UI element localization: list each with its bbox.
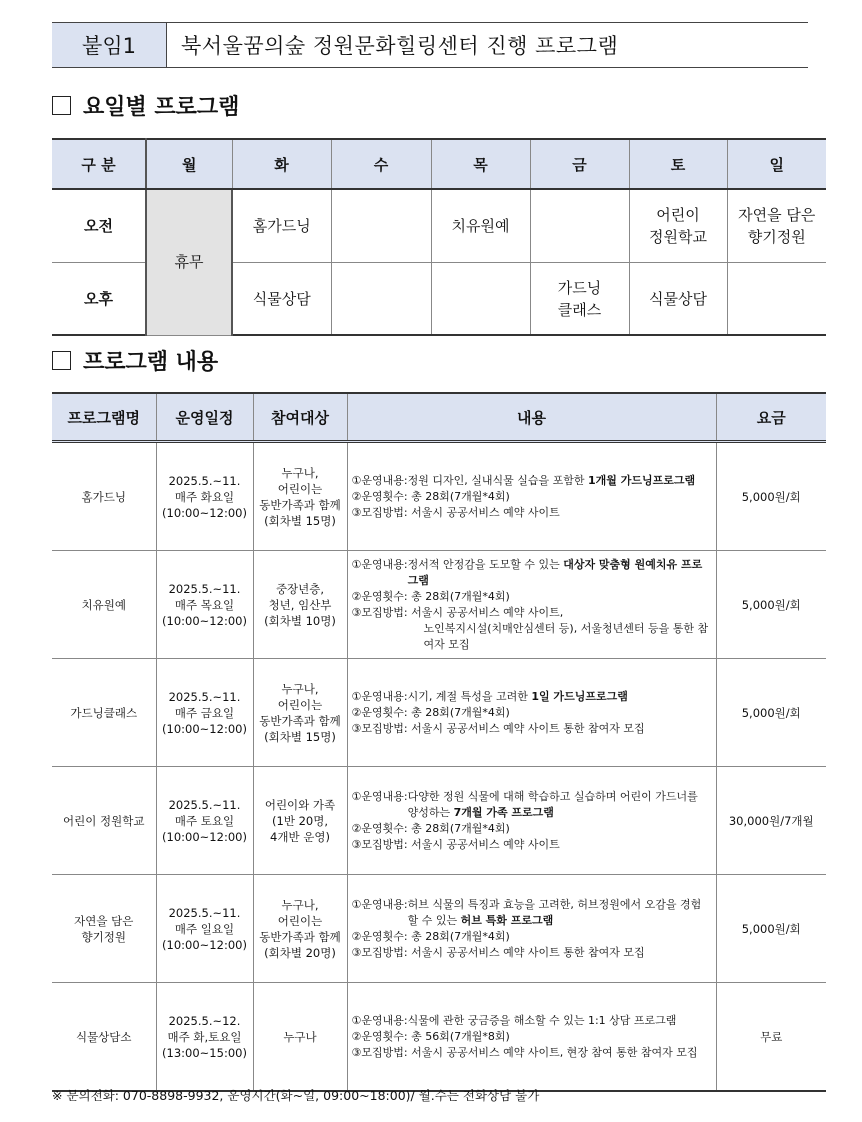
program-target: 누구나, 어린이는 동반가족과 함께 (회차별 15명) [253,659,347,767]
program-content [347,659,716,767]
program-row [52,875,826,983]
program-content [347,551,716,659]
weekly-header: 월 [146,139,232,189]
content-line-1 [352,473,712,489]
program-section-heading [52,345,218,376]
title-banner [52,22,808,68]
content-line-3: ③모집방법: 서울시 공공서비스 예약 사이트, [351,605,564,619]
content-highlight: 1개월 가드닝프로그램 [587,473,696,487]
program-row [52,551,826,659]
schedule-cell [431,263,530,336]
weekly-section-title: 요일별 프로그램 [83,95,240,120]
content-label: ①운영내용: [351,897,408,911]
weekly-program-table [52,138,826,336]
weekly-row-morning [52,189,826,263]
content-line-1 [352,1013,712,1029]
content-line-3b: 노인복지시설(치매안심센터 등), 서울청년센터 등을 통한 참여자 모집 [423,621,709,651]
schedule-cell [727,263,826,336]
program-fee: 5,000원/회 [716,442,826,551]
content-plain: 식물에 관한 궁금증을 해소할 수 있는 1:1 상담 프로그램 [407,1013,677,1027]
program-row [52,767,826,875]
program-fee: 5,000원/회 [716,875,826,983]
program-fee: 30,000원/7개월 [716,767,826,875]
program-schedule: 2025.5.~11. 매주 화요일 (10:00~12:00) [156,442,253,551]
document-title: 북서울꿈의숲 정원문화힐링센터 진행 프로그램 [181,34,619,58]
program-header: 프로그램명 [52,393,156,442]
content-label: ①운영내용: [351,557,408,571]
schedule-cell: 식물상담 [629,263,727,336]
program-row [52,659,826,767]
schedule-cell: 홈가드닝 [232,189,331,263]
program-schedule: 2025.5.~12. 매주 화,토요일 (13:00~15:00) [156,983,253,1092]
program-name: 가드닝클래스 [52,659,156,767]
program-detail-table [52,392,826,1092]
content-text [408,897,712,929]
content-plain: 정서적 안정감을 도모할 수 있는 [407,557,564,571]
content-plain: 허브 식물의 특징과 효능을 고려한, 허브정원에서 오감을 경험할 수 있는 [407,897,702,927]
program-content [347,767,716,875]
program-fee: 무료 [716,983,826,1092]
content-plain: 정원 디자인, 실내식물 실습을 포함한 [407,473,588,487]
program-target: 중장년층, 청년, 임산부 (회차별 10명) [253,551,347,659]
program-schedule: 2025.5.~11. 매주 금요일 (10:00~12:00) [156,659,253,767]
weekly-header-row [52,139,826,189]
program-row [52,442,826,551]
row-label: 오후 [52,263,146,336]
program-header: 운영일정 [156,393,253,442]
content-label: ①운영내용: [351,1013,408,1027]
content-highlight: 대상자 맞춤형 원예치유 프로그램 [407,557,703,587]
program-target: 누구나, 어린이는 동반가족과 함께 (회차별 20명) [253,875,347,983]
program-content [347,442,716,551]
content-text [408,1013,677,1029]
content-label: ①운영내용: [351,789,408,803]
program-name: 자연을 담은 향기정원 [52,875,156,983]
content-line-1 [352,689,712,705]
weekly-header: 목 [431,139,530,189]
weekly-section-heading [52,90,239,121]
contact-footnote: ※ 문의전화: 070-8898-9932, 운영시간(화~일, 09:00~18:00)/ 월.수는 전화상담 불가 [52,1088,540,1103]
content-plain: 다양한 정원 식물에 대해 학습하고 실습하며 어린이 가드너를 양성하는 [407,789,698,819]
content-highlight: 허브 특화 프로그램 [460,913,554,927]
program-schedule: 2025.5.~11. 매주 토요일 (10:00~12:00) [156,767,253,875]
schedule-cell: 가드닝 클래스 [530,263,629,336]
content-line-3: ③모집방법: 서울시 공공서비스 예약 사이트 [351,837,560,851]
schedule-cell: 어린이 정원학교 [629,189,727,263]
content-text [408,473,696,489]
weekly-header: 화 [232,139,331,189]
weekly-header: 금 [530,139,629,189]
checkbox-icon [52,351,71,370]
schedule-cell [530,189,629,263]
weekly-header: 구 분 [52,139,146,189]
program-fee: 5,000원/회 [716,551,826,659]
content-text [408,557,712,589]
content-line-1 [352,897,712,929]
content-line-1 [352,789,712,821]
program-target: 누구나, 어린이는 동반가족과 함께 (회차별 15명) [253,442,347,551]
monday-closed-cell: 휴무 [146,189,232,335]
content-label: ①운영내용: [351,473,408,487]
program-content [347,983,716,1092]
row-label: 오전 [52,189,146,263]
weekly-header: 토 [629,139,727,189]
program-row [52,983,826,1092]
checkbox-icon [52,96,71,115]
content-line-2: ②운영횟수: 총 28회(7개월*4회) [351,929,510,943]
program-schedule: 2025.5.~11. 매주 목요일 (10:00~12:00) [156,551,253,659]
content-line-2: ②운영횟수: 총 28회(7개월*4회) [351,821,510,835]
schedule-cell: 치유원예 [431,189,530,263]
content-highlight: 1일 가드닝프로그램 [531,689,628,703]
program-header: 내용 [347,393,716,442]
program-header-row [52,393,826,442]
program-name: 어린이 정원학교 [52,767,156,875]
content-line-2: ②운영횟수: 총 56회(7개월*8회) [351,1029,510,1043]
content-line-1 [352,557,712,589]
content-line-2: ②운영횟수: 총 28회(7개월*4회) [351,589,510,603]
content-line-3: ③모집방법: 서울시 공공서비스 예약 사이트 통한 참여자 모집 [351,945,645,959]
content-line-3: ③모집방법: 서울시 공공서비스 예약 사이트 [351,505,560,519]
program-header: 참여대상 [253,393,347,442]
program-section-title: 프로그램 내용 [83,350,219,375]
content-label: ①운영내용: [351,689,408,703]
content-line-3: ③모집방법: 서울시 공공서비스 예약 사이트, 현장 참여 통한 참여자 모집 [351,1045,698,1059]
content-plain: 시기, 계절 특성을 고려한 [407,689,532,703]
program-target: 누구나 [253,983,347,1092]
schedule-cell: 식물상담 [232,263,331,336]
schedule-cell [331,189,431,263]
program-name: 식물상담소 [52,983,156,1092]
program-fee: 5,000원/회 [716,659,826,767]
content-line-2: ②운영횟수: 총 28회(7개월*4회) [351,705,510,719]
schedule-cell: 자연을 담은 향기정원 [727,189,826,263]
program-name: 홈가드닝 [52,442,156,551]
content-highlight: 7개월 가족 프로그램 [453,805,554,819]
program-content [347,875,716,983]
content-text [408,789,712,821]
attachment-tag: 붙임1 [52,23,167,67]
schedule-cell [331,263,431,336]
weekly-header: 일 [727,139,826,189]
content-text [408,689,628,705]
content-line-2: ②운영횟수: 총 28회(7개월*4회) [351,489,510,503]
program-header: 요금 [716,393,826,442]
content-line-3: ③모집방법: 서울시 공공서비스 예약 사이트 통한 참여자 모집 [351,721,645,735]
program-target: 어린이와 가족 (1반 20명, 4개반 운영) [253,767,347,875]
program-name: 치유원예 [52,551,156,659]
program-schedule: 2025.5.~11. 매주 일요일 (10:00~12:00) [156,875,253,983]
weekly-header: 수 [331,139,431,189]
